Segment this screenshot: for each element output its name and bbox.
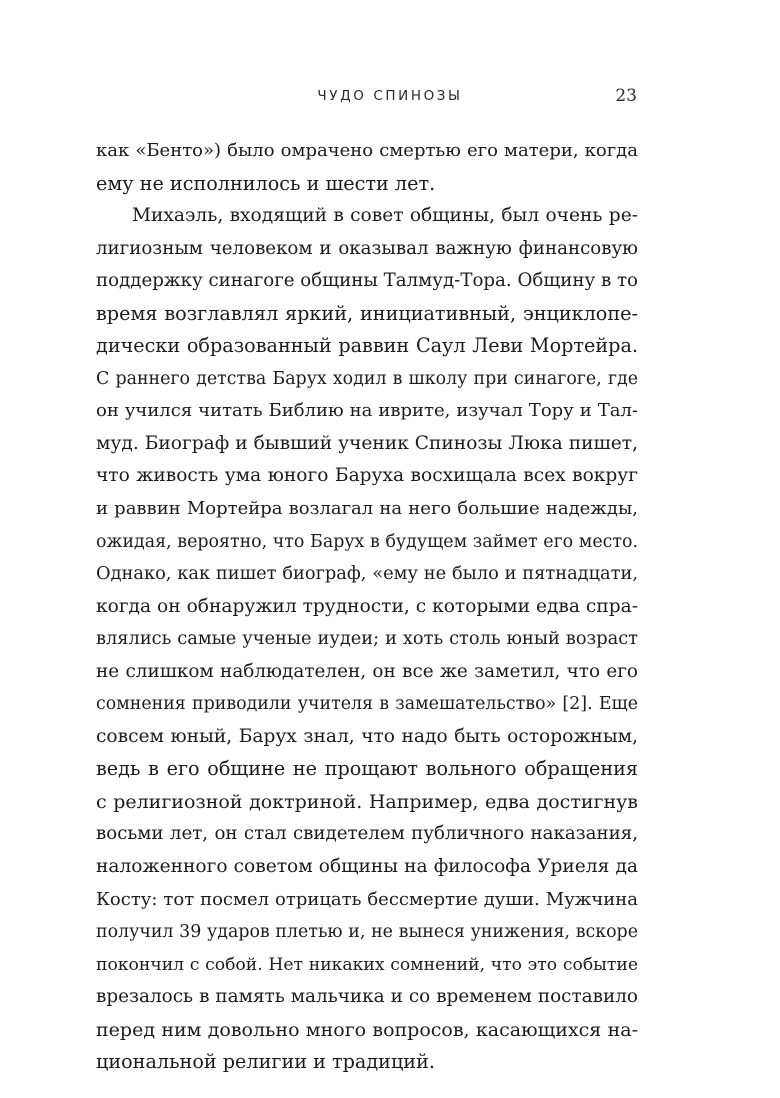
text-line: влялись самые ученые иудеи; и хоть столь юный возраст: [96, 628, 638, 650]
text-line: С раннего детства Барух ходил в школу при синагоге, где: [96, 368, 638, 389]
text-line: совсем юный, Барух знал, что надо быть осторожным,: [96, 725, 638, 747]
text-line: наложенного советом общины на философа Уриеля да: [96, 856, 638, 878]
body-text: [96, 135, 638, 1079]
page-number: 23: [615, 86, 637, 106]
text-line: Косту: тот посмел отрицать бессмертие души. Мужчина: [96, 888, 638, 910]
text-line: лигиозным человеком и оказывал важную финансовую: [96, 237, 638, 259]
text-line: он учился читать Библию на иврите, изучал Тору и Тал-: [96, 400, 638, 422]
running-header: [0, 84, 780, 108]
text-line: как «Бенто») было омрачено смертью его матери, когда: [96, 140, 638, 161]
text-line: муд. Биограф и бывший ученик Спинозы Люка пишет,: [96, 432, 638, 454]
text-line: с религиозной доктриной. Например, едва достигнув: [96, 790, 638, 813]
text-line: Михаэль, входящий в совет общины, был очень ре-: [132, 205, 638, 227]
text-line: ведь в его общине не прощают вольного обращения: [96, 757, 638, 781]
text-line: что живость ума юного Баруха восхищала всех вокруг: [96, 465, 638, 487]
text-line: и раввин Мортейра возлагал на него большие надежды,: [96, 498, 638, 520]
text-line: время возглавлял яркий, инициативный, энциклопе-: [96, 301, 638, 325]
text-line: дически образованный раввин Саул Леви Мортейра.: [96, 334, 638, 358]
text-line: ему не исполнилось и шести лет.: [96, 171, 436, 195]
text-line: поддержку синагоге общины Талмуд-Тора. Общину в то: [96, 270, 638, 292]
text-line: получил 39 ударов плетью и, не вынеся унижения, вскоре: [96, 922, 638, 943]
text-line: когда он обнаружил трудности, с которыми едва спра-: [96, 595, 638, 617]
text-line: сомнения приводили учителя в замешательство» [2]. Еще: [96, 694, 638, 715]
text-line: ожидая, вероятно, что Барух в будущем займет его место.: [96, 531, 638, 552]
text-line: циональной религии и традиций.: [96, 1050, 435, 1074]
text-line: Однако, как пишет биограф, «ему не было и пятнадцати,: [96, 563, 638, 585]
text-line: не слишком наблюдателен, он все же заметил, что его: [96, 660, 638, 682]
text-line: восьми лет, он стал свидетелем публичного наказания,: [96, 823, 638, 845]
text-line: перед ним довольно много вопросов, касающихся на-: [96, 1018, 638, 1041]
text-line: покончил с собой. Нет никаких сомнений, что это событие: [96, 954, 638, 975]
text-line: врезалось в память мальчика и со временем поставило: [96, 986, 638, 1008]
running-title: ЧУДО СПИНОЗЫ: [317, 88, 463, 104]
